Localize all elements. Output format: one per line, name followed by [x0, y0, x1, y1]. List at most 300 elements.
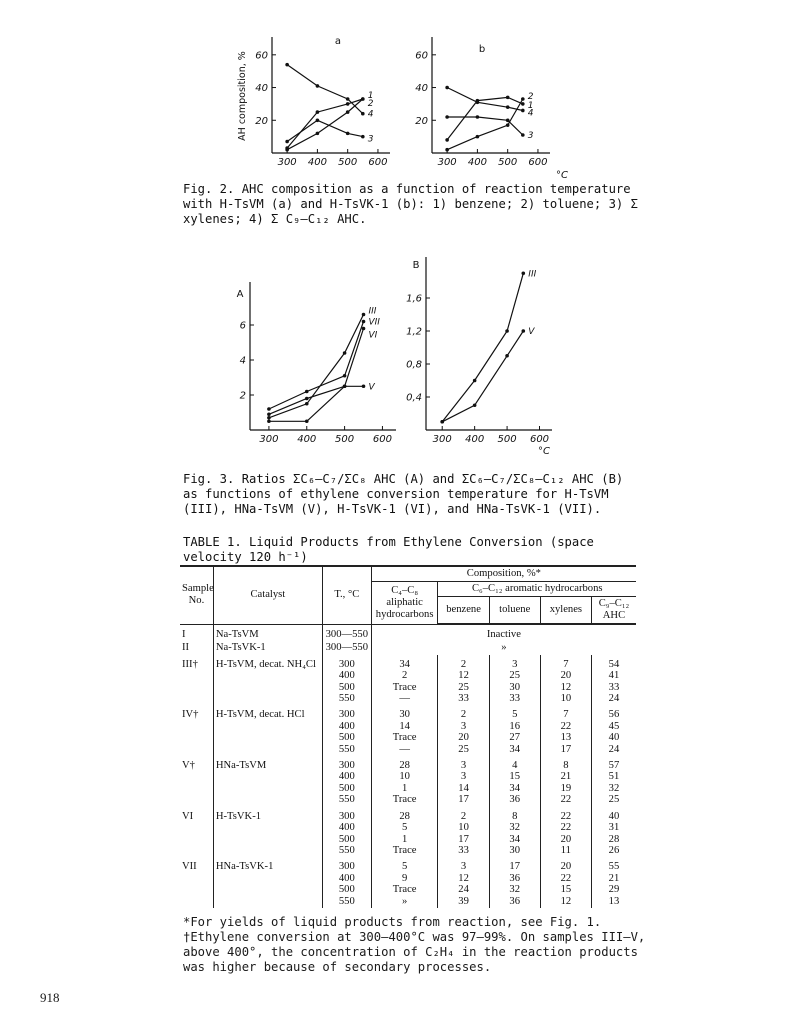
table-cell-benzene: [438, 857, 489, 908]
data-point: [521, 109, 525, 113]
table-value: 19: [560, 782, 572, 794]
table-value: 40: [608, 810, 620, 822]
table-value: 22: [560, 794, 572, 806]
table-value: 400: [338, 720, 355, 732]
data-point: [506, 123, 510, 127]
table-value: 20: [458, 732, 469, 744]
table-cell-toluene: [489, 705, 540, 756]
curve-label: 3: [367, 134, 374, 145]
table-value: 33: [458, 693, 469, 705]
curve-label: III: [368, 306, 377, 317]
table-row: [180, 705, 636, 756]
header-temp: T., °C: [322, 566, 371, 624]
table-value: 17: [560, 743, 572, 755]
y-tick-label: 0,4: [406, 392, 422, 404]
table-cell-aliphatic: [371, 756, 438, 807]
table1-data-rows: [180, 655, 636, 908]
table-value: 29: [608, 884, 620, 896]
table-value: 39: [458, 895, 469, 907]
table-cell-temp: [322, 807, 371, 858]
data-point: [362, 327, 366, 331]
x-tick-label: 500: [335, 434, 355, 445]
curve-label: 1: [367, 91, 374, 101]
data-point: [305, 397, 309, 401]
table-value: 33: [458, 844, 469, 856]
x-tick-label: 600: [368, 157, 388, 168]
table-cell-benzene: [438, 705, 489, 756]
x-tick-label: 300: [277, 157, 297, 168]
table-value: 500: [338, 732, 355, 744]
table-cell-toluene: [489, 807, 540, 858]
header-c9c12: C₉–C₁₂ AHC: [591, 597, 636, 625]
curve-label: VI: [368, 330, 378, 341]
table-cell-toluene: [489, 655, 540, 706]
table-cell-note: Inactive: [371, 624, 636, 641]
table-cell-sample: III†: [182, 658, 198, 670]
fig2-x-unit: °C: [556, 170, 568, 180]
table-value: 500: [338, 681, 355, 693]
table-cell-xylenes: [540, 705, 591, 756]
table-row: [180, 655, 636, 706]
table1-title: TABLE 1. Liquid Products from Ethylene Conversion (space velocity 120 h⁻¹): [183, 535, 594, 564]
table-value: 41: [608, 670, 620, 682]
y-tick-label: 60: [415, 50, 428, 62]
table-value: 25: [509, 670, 521, 682]
table-value: 3: [460, 760, 467, 772]
panel-label: a: [334, 36, 342, 47]
table-value: 30: [509, 681, 521, 693]
data-point: [316, 118, 320, 122]
y-tick-label: 20: [255, 115, 268, 127]
y-tick-label: 0,8: [406, 359, 422, 371]
panel-label: B: [412, 260, 420, 271]
table-cell-c9c12: [591, 756, 636, 807]
data-point: [473, 379, 477, 383]
table-value: 3: [460, 771, 467, 783]
data-point: [505, 329, 509, 333]
table-cell-catalyst: Na-TsVM: [213, 624, 322, 641]
page-number: 918: [40, 990, 60, 1005]
table-value: 54: [608, 658, 620, 670]
data-point: [285, 146, 289, 150]
table-cell-benzene: [438, 807, 489, 858]
table-value: 20: [560, 861, 572, 873]
header-composition: Composition, %*: [371, 566, 636, 582]
table-cell-temp: [322, 857, 371, 908]
table-value: 1: [401, 782, 408, 794]
table-row: [180, 857, 636, 908]
table-value: 32: [509, 884, 521, 896]
table-value: 300: [338, 861, 355, 873]
table-value: 57: [608, 760, 620, 772]
footnote: *For yields of liquid products from reaction, see Fig. 1.: [183, 915, 602, 929]
table-value: 4: [512, 760, 518, 772]
table-cell-sample: V†: [182, 760, 195, 772]
table-row: [180, 756, 636, 807]
y-tick-label: 20: [415, 115, 428, 127]
table-value: 7: [563, 709, 569, 721]
table-value: 7: [563, 658, 569, 670]
table-value: 30: [399, 709, 410, 721]
table-value: 400: [338, 771, 355, 783]
y-tick-label: 1,6: [406, 293, 422, 305]
table-cell-c9c12: [591, 655, 636, 706]
table-value: 33: [608, 681, 620, 693]
x-tick-label: 400: [297, 434, 317, 445]
y-tick-label: 1,2: [406, 326, 422, 338]
x-tick-label: 300: [437, 157, 457, 168]
table-cell-toluene: [489, 756, 540, 807]
table-value: 12: [458, 670, 469, 682]
x-tick-label: 600: [529, 434, 550, 445]
curve-label: 4: [367, 109, 374, 120]
header-sample: Sample No.: [180, 566, 213, 624]
table-value: 22: [560, 822, 572, 834]
table-value: 10: [560, 693, 572, 705]
table-cell-aliphatic: [371, 655, 438, 706]
fig3-x-unit: °C: [538, 446, 550, 457]
y-tick-label: 2: [239, 390, 246, 402]
data-point: [521, 329, 525, 333]
fig2-caption: Fig. 2. AHC composition as a function of reaction temperature with H-TsVM (a) and H-TsVK-1 (b): 1) benzene; 2) toluene; 3) Σ xylenes; 4) Σ C₉–C₁₂ AHC.: [183, 182, 638, 226]
table-value: 15: [509, 771, 521, 783]
table-value: 550: [338, 895, 355, 907]
data-point: [445, 115, 449, 119]
table-value: 28: [399, 760, 410, 772]
header-aromatic: C₆–C₁₂ aromatic hydrocarbons: [438, 582, 636, 597]
data-point: [506, 96, 510, 100]
data-point: [440, 420, 444, 424]
table-value: 24: [458, 884, 469, 896]
table-value: 3: [460, 861, 467, 873]
table-cell-xylenes: [540, 857, 591, 908]
data-point: [506, 118, 510, 122]
table-cell-xylenes: [540, 807, 591, 858]
table-value: 550: [338, 743, 355, 755]
fig2-ylabel: AH composition, %: [237, 51, 248, 141]
footnotes: [183, 915, 653, 975]
curve-label: V: [528, 327, 535, 337]
table-value: 8: [512, 810, 518, 822]
x-tick-label: 300: [259, 434, 279, 445]
data-point: [505, 354, 509, 358]
table-value: 300: [338, 810, 355, 822]
table-value: 25: [458, 743, 469, 755]
table-cell-xylenes: [540, 655, 591, 706]
table-cell-temp: 300—550: [322, 641, 371, 654]
x-tick-label: 400: [307, 157, 327, 168]
data-point: [316, 110, 320, 114]
table-value: 17: [458, 794, 469, 806]
table-value: 12: [560, 681, 572, 693]
table-value: Trace: [392, 681, 417, 693]
table-value: 27: [509, 732, 521, 744]
data-point: [445, 86, 449, 90]
table-value: 500: [338, 782, 355, 794]
table-value: 32: [608, 782, 620, 794]
table-value: 550: [338, 794, 355, 806]
table-cell-c9c12: [591, 857, 636, 908]
data-point: [361, 97, 365, 101]
header-aliphatic: C₄–C₈ aliphatic hydrocarbons: [371, 582, 438, 625]
table-value: 2: [401, 670, 408, 682]
table-value: 500: [338, 884, 355, 896]
table-value: 20: [560, 833, 572, 845]
table-value: —: [399, 743, 410, 755]
table-value: 400: [338, 822, 355, 834]
table-value: 550: [338, 844, 355, 856]
y-tick-label: 4: [239, 355, 246, 367]
table-value: 17: [458, 833, 469, 845]
table-value: 5: [512, 709, 518, 721]
data-point: [362, 320, 366, 324]
curve-1: [287, 99, 363, 150]
table-value: 33: [509, 693, 521, 705]
data-point: [267, 407, 271, 411]
table-value: 34: [509, 743, 521, 755]
table-value: 21: [560, 771, 572, 783]
curve-III: [442, 273, 523, 422]
header-xylenes: xylenes: [540, 597, 591, 625]
table-value: 36: [509, 872, 521, 884]
table-value: 10: [458, 822, 469, 834]
table-value: 55: [608, 861, 620, 873]
header-toluene: toluene: [489, 597, 540, 625]
fig3-panel-B: [406, 257, 552, 445]
table1: [180, 565, 636, 908]
table-value: 12: [560, 895, 572, 907]
data-point: [521, 271, 525, 275]
table-value: 9: [401, 872, 408, 884]
x-tick-label: 400: [467, 157, 487, 168]
table-value: 45: [608, 720, 620, 732]
table-cell-catalyst: Na-TsVK-1: [213, 641, 322, 654]
table-value: 400: [338, 872, 355, 884]
table-value: 24: [608, 693, 620, 705]
x-tick-label: 500: [338, 157, 358, 168]
table-value: 34: [399, 658, 410, 670]
table-cell-sample: VII: [182, 861, 197, 873]
data-point: [267, 419, 271, 423]
y-tick-label: 6: [239, 320, 246, 332]
table-cell-temp: 300—550: [322, 624, 371, 641]
table-value: 3: [460, 720, 467, 732]
table-value: 28: [399, 810, 410, 822]
table-cell-benzene: [438, 655, 489, 706]
table-cell-sample: IV†: [182, 709, 199, 721]
panel-label: b: [478, 44, 486, 55]
table-cell-toluene: [489, 857, 540, 908]
table-cell-c9c12: [591, 807, 636, 858]
data-point: [362, 313, 366, 317]
x-tick-label: 600: [528, 157, 548, 168]
table-cell-catalyst: H-TsVK-1: [213, 807, 322, 858]
curve-label: 2: [367, 99, 374, 109]
table-value: 300: [338, 760, 355, 772]
table-cell-catalyst: H-TsVM, decat. HCl: [213, 705, 322, 756]
table-value: 8: [563, 760, 569, 772]
table-value: 25: [458, 681, 469, 693]
table-value: 16: [509, 720, 521, 732]
data-point: [361, 135, 365, 139]
x-tick-label: 500: [498, 157, 518, 168]
data-point: [521, 97, 525, 101]
data-point: [267, 416, 271, 420]
data-point: [445, 138, 449, 142]
data-point: [362, 384, 366, 388]
table-value: 40: [608, 732, 620, 744]
table-value: 51: [608, 771, 620, 783]
table-value: 17: [509, 861, 521, 873]
table-value: 15: [560, 884, 572, 896]
data-point: [343, 374, 347, 378]
table-cell-catalyst: HNa-TsVM: [213, 756, 322, 807]
fig3-panel-A: [237, 282, 396, 445]
table-value: 31: [608, 822, 620, 834]
table-value: 28: [608, 833, 620, 845]
data-point: [521, 133, 525, 137]
table-value: 30: [509, 844, 521, 856]
data-point: [285, 63, 289, 67]
table-value: 3: [512, 658, 518, 670]
table-row: [180, 807, 636, 858]
data-point: [476, 100, 480, 104]
curve-V: [442, 331, 523, 422]
table-cell-c9c12: [591, 705, 636, 756]
fig2-panel-b: [415, 37, 550, 168]
table-value: 20: [560, 670, 572, 682]
data-point: [343, 351, 347, 355]
table-cell-temp: [322, 705, 371, 756]
table-value: 550: [338, 693, 355, 705]
fig2-chart: [220, 30, 600, 180]
table-value: 22: [560, 720, 572, 732]
table-value: 13: [608, 895, 620, 907]
table-value: 2: [460, 709, 467, 721]
y-tick-label: 60: [255, 50, 268, 62]
table-value: 34: [509, 782, 521, 794]
footnote: †Ethylene conversion at 300–400°C was 97–99%. On samples III–V, above 400°, the concentration of C₂H₄ in the reaction products was higher because of secondary processes.: [183, 930, 646, 974]
table-cell-note: »: [371, 641, 636, 654]
curve-label: III: [528, 269, 537, 280]
curve-label: 3: [527, 131, 534, 141]
header-catalyst: Catalyst: [213, 566, 322, 624]
data-point: [361, 112, 365, 116]
table-value: 11: [560, 844, 571, 856]
table-value: 400: [338, 670, 355, 682]
table-value: 10: [399, 771, 410, 783]
table-value: —: [399, 693, 410, 705]
table-value: 26: [608, 844, 620, 856]
table-value: 5: [401, 861, 408, 873]
x-tick-label: 600: [372, 434, 392, 445]
table-cell-aliphatic: [371, 857, 438, 908]
table-value: Trace: [392, 794, 417, 806]
table-cell-catalyst: H-TsVM, decat. NH₄Cl: [213, 655, 322, 706]
table-value: 14: [458, 782, 469, 794]
header-benzene: benzene: [438, 597, 489, 625]
table-value: 2: [460, 810, 467, 822]
curve-label: 4: [527, 108, 534, 119]
table-value: Trace: [392, 844, 417, 856]
table-cell-sample: I: [182, 628, 186, 640]
table-value: 500: [338, 833, 355, 845]
data-point: [476, 135, 480, 139]
data-point: [305, 402, 309, 406]
fig3-caption: Fig. 3. Ratios ΣC₆–C₇/ΣC₈ AHC (A) and ΣC₆–C₇/ΣC₈–C₁₂ AHC (B) as functions of ethylene conversion temperature for H-TsVM (III), HNa-TsVM (V), H-TsVK-1 (VI), and HNa-TsVK-1 (VII).: [183, 472, 624, 516]
table-value: 56: [608, 709, 620, 721]
data-point: [316, 132, 320, 136]
curve-3: [287, 120, 363, 141]
table-cell-aliphatic: [371, 807, 438, 858]
table-value: 300: [338, 658, 355, 670]
panel-label: A: [236, 289, 244, 300]
data-point: [267, 412, 271, 416]
table-cell-aliphatic: [371, 705, 438, 756]
table-value: 32: [509, 822, 521, 834]
table-value: 12: [458, 872, 469, 884]
data-point: [346, 132, 350, 136]
curve-label: V: [368, 382, 375, 393]
table-value: 300: [338, 709, 355, 721]
table-value: 21: [608, 872, 620, 884]
table-cell-xylenes: [540, 756, 591, 807]
data-point: [445, 148, 449, 152]
curve-label: 2: [527, 91, 534, 102]
data-point: [305, 390, 309, 394]
data-point: [476, 115, 480, 119]
data-point: [346, 102, 350, 106]
table-cell-sample: VI: [182, 810, 194, 822]
table-value: 22: [560, 872, 572, 884]
data-point: [346, 97, 350, 101]
table-value: 22: [560, 810, 572, 822]
table-value: 13: [560, 732, 572, 744]
fig2-panel-a: [255, 36, 390, 168]
table-value: 1: [401, 833, 408, 845]
data-point: [343, 384, 347, 388]
curve-label: 1: [527, 101, 534, 111]
table-value: 5: [401, 822, 408, 834]
data-point: [305, 419, 309, 423]
table-value: 34: [509, 833, 521, 845]
x-tick-label: 300: [432, 434, 452, 445]
fig3-chart: [220, 252, 600, 462]
table-value: 14: [399, 720, 410, 732]
table-cell-sample: II: [182, 642, 190, 654]
table-cell-catalyst: HNa-TsVK-1: [213, 857, 322, 908]
x-tick-label: 500: [497, 434, 517, 445]
data-point: [316, 84, 320, 88]
table-value: 24: [608, 743, 620, 755]
data-point: [473, 403, 477, 407]
table-value: 36: [509, 794, 521, 806]
data-point: [285, 140, 289, 144]
table-value: 36: [509, 895, 521, 907]
data-point: [506, 105, 510, 109]
table-value: 2: [460, 658, 467, 670]
curve-label: VII: [368, 317, 380, 328]
x-tick-label: 400: [465, 434, 485, 445]
table-value: »: [401, 895, 408, 907]
data-point: [521, 102, 525, 106]
table-cell-benzene: [438, 756, 489, 807]
table-cell-temp: [322, 655, 371, 706]
y-tick-label: 40: [415, 83, 428, 95]
table-value: Trace: [392, 884, 417, 896]
y-tick-label: 40: [255, 83, 268, 95]
curve-4: [287, 65, 363, 114]
